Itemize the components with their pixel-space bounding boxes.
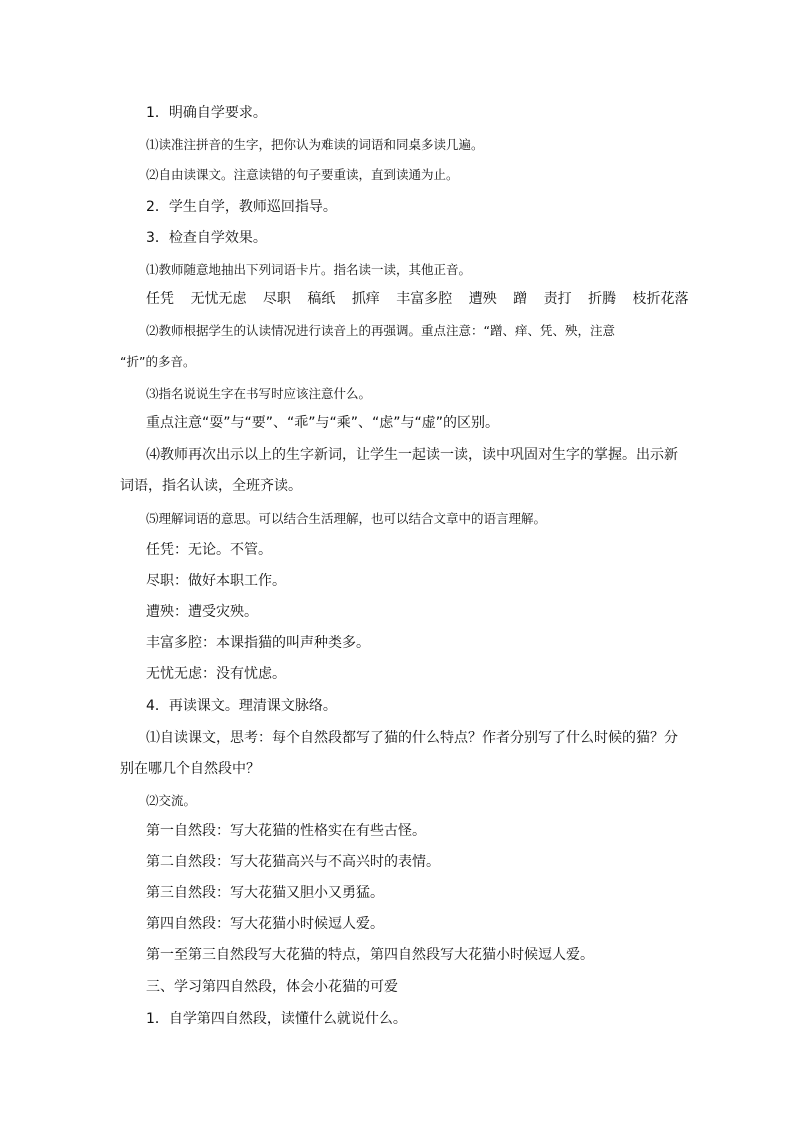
definition: 任凭：无论。不管。 [146,542,272,558]
vocab-item: 稿纸 [307,291,336,307]
vocab-item: 折腾 [588,291,617,307]
heading-4: 4．再读课文。理清课文脉络。 [146,698,337,714]
paragraph: ⑴自读课文，思考：每个自然段都写了猫的什么特点？作者分别写了什么时候的猫？分 [146,730,678,746]
definition: 无忧无虑：没有忧虑。 [146,666,286,682]
paragraph: 别在哪几个自然段中？ [120,761,260,777]
paragraph: 词语，指名认读，全班齐读。 [120,478,302,494]
paragraph-note: 第四自然段：写大花猫小时候逗人爱。 [146,916,384,932]
heading-1: 1．明确自学要求。 [146,105,267,121]
vocab-item: 任凭 [146,291,174,307]
definition: 丰富多腔：本课指猫的叫声种类多。 [146,635,370,651]
paragraph: ⑷教师再次出示以上的生字新词，让学生一起读一读，读中巩固对生字的掌握。出示新 [146,447,678,463]
vocab-list [146,290,706,308]
paragraph: ⑵教师根据学生的认读情况进行读音上的再强调。重点注意：“蹭、痒、凭、殃，注意 [146,323,615,338]
heading-2: 2．学生自学，教师巡回指导。 [146,199,337,215]
vocab-item: 尽职 [262,291,291,307]
vocab-item: 枝折花落 [632,291,689,307]
vocab-item: 无忧无虑 [190,291,247,307]
vocab-item: 抓痒 [351,291,380,307]
vocab-item: 遭殃 [468,291,497,307]
vocab-item: 丰富多腔 [396,291,453,307]
paragraph: ⑸理解词语的意思。可以结合生活理解，也可以结合文章中的语言理解。 [146,511,547,526]
heading-5: 1．自学第四自然段，读懂什么就说什么。 [146,1011,407,1027]
definition: 尽职：做好本职工作。 [146,573,286,589]
paragraph: 重点注意“耍”与“要”、“乖”与“乘”、“虑”与“虚”的区别。 [146,415,500,431]
vocab-item: 蹭 [513,291,528,307]
section-heading: 三、学习第四自然段，体会小花猫的可爱 [146,979,398,995]
paragraph-note: 第三自然段：写大花猫又胆小又勇猛。 [146,885,384,901]
vocab-item: 责打 [543,291,572,307]
paragraph: “折”的多音。 [120,354,196,369]
paragraph: ⑶指名说说生字在书写时应该注意什么。 [146,386,372,401]
paragraph: ⑴教师随意地抽出下列词语卡片。指名读一读，其他正音。 [146,262,472,277]
paragraph: ⑵交流。 [146,793,197,808]
paragraph-note: 第二自然段：写大花猫高兴与不高兴时的表情。 [146,854,440,870]
paragraph: 第一至第三自然段写大花猫的特点，第四自然段写大花猫小时候逗人爱。 [146,947,594,963]
definition: 遭殃：遭受灾殃。 [146,604,258,620]
heading-3: 3．检查自学效果。 [146,230,267,246]
paragraph: ⑴读准注拼音的生字，把你认为难读的词语和同桌多读几遍。 [146,137,484,152]
paragraph: ⑵自由读课文。注意读错的句子要重读，直到读通为止。 [146,167,459,182]
paragraph-note: 第一自然段：写大花猫的性格实在有些古怪。 [146,823,426,839]
